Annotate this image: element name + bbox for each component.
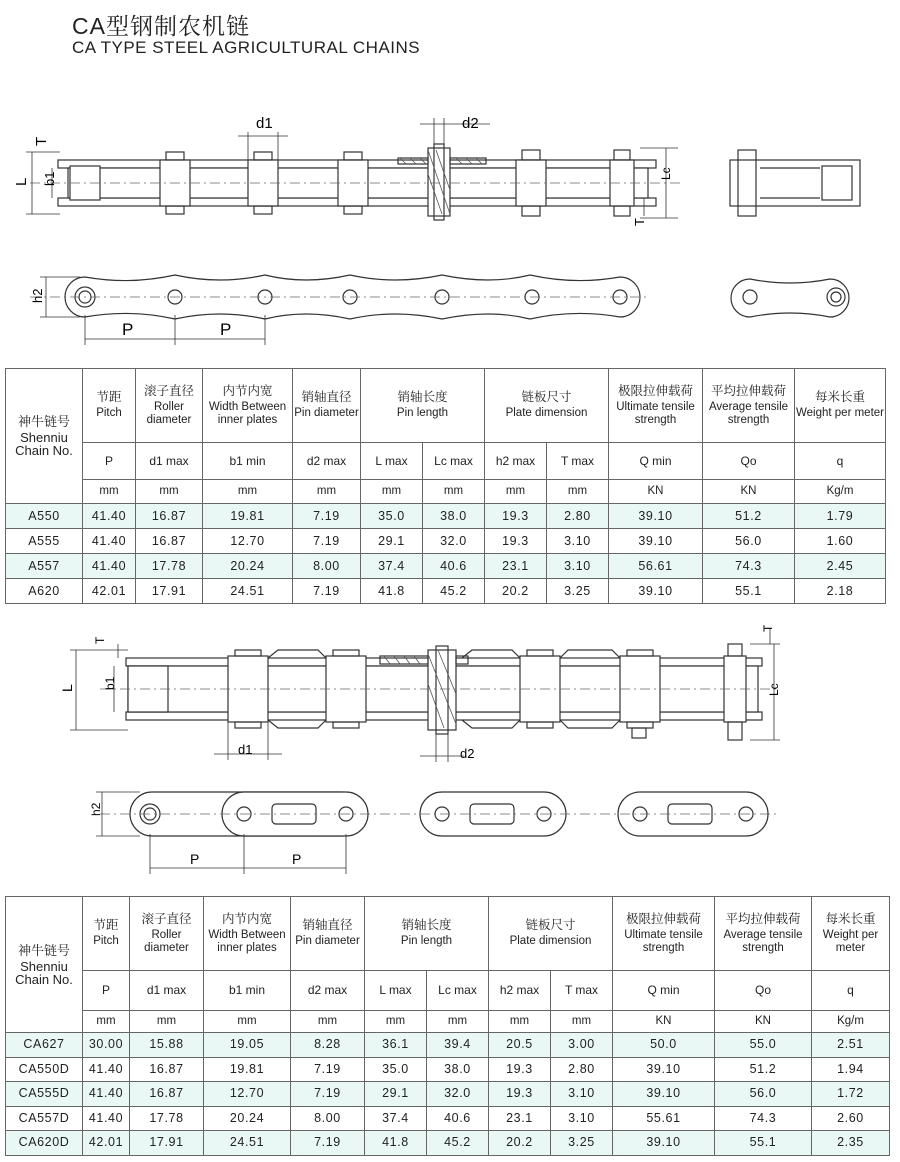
dim-label-b1: b1	[42, 171, 57, 186]
table-cell: 41.40	[83, 1082, 130, 1107]
table-cell: 51.2	[703, 504, 795, 529]
table-cell: 29.1	[361, 529, 423, 554]
table-cell: 3.10	[547, 554, 609, 579]
table-cell: 19.3	[489, 1082, 551, 1107]
table-cell: 3.25	[547, 579, 609, 604]
table-cell: 38.0	[427, 1057, 489, 1082]
dim-label-P-2: P	[220, 320, 232, 339]
table-cell: 74.3	[703, 554, 795, 579]
table1-body	[6, 504, 886, 604]
dim-label-T-4: T	[761, 624, 775, 632]
table-cell: 3.25	[551, 1131, 613, 1156]
table-cell: 42.01	[83, 1131, 130, 1156]
table-row	[6, 529, 886, 554]
dim-label-P-4: P	[292, 851, 302, 867]
dim-label-T-2: T	[632, 218, 647, 226]
chain-no-cell: CA620D	[6, 1131, 83, 1156]
table-cell: 3.10	[551, 1082, 613, 1107]
col-header-plate: 链板尺寸 Plate dimension	[485, 369, 609, 443]
ca-chain-drawing-side-view	[0, 782, 900, 880]
table-cell: 2.35	[812, 1131, 890, 1156]
table-cell: 20.24	[204, 1106, 291, 1131]
table-row	[6, 554, 886, 579]
table-cell: 40.6	[423, 554, 485, 579]
col-header-ultimate: 极限拉伸载荷 Ultimate tensile strength	[609, 369, 703, 443]
table-cell: 19.3	[489, 1057, 551, 1082]
table-cell: 39.10	[609, 504, 703, 529]
dim-label-T: T	[33, 136, 50, 146]
table-cell: 56.0	[703, 529, 795, 554]
table-cell: 1.72	[812, 1082, 890, 1107]
dim-label-d1: d1	[256, 115, 273, 132]
spec-table-ca-series: 神牛链号 Shenniu Chain No. 节距 Pitch 滚子直径 Roller diameter 内节内宽 Width Between inner plates 销轴直径 Pin diameter 销轴长度 Pin length 链板尺寸 Plate dimension 极限拉伸载荷 Ultimate tensile strength 平均拉伸载荷 Average tensile strength 每米长重 Weight per meter P d1 max b1 min d2 max L max Lc max h2 max T max Q min Qo q mm mm mm mm mm mm mm mm KN KN Kg/m CA627 30.00 15.88 19.05 8.28 36.1 39.4 20.5 3.00 50.0 55.0 2.51 CA550D 41.40 16.87 19.81 7.19 35.0 38.0 19.3 2.80 39.10 51.2 1.94 CA555D 41.40 16.87 12.70 7.19 29.1 32.0 19.3 3.10 39.10 56.0 1.72 CA557D 41.40 17.78 20.24 8.00 37.4 40.6 23.1 3.10 55.61 74.3 2.60 CA620D 42.01 17.91 24.51 7.19 41.8 45.2 20.2 3.25 39.10 55.1 2.35	[5, 896, 890, 1156]
table-cell: 41.40	[83, 529, 136, 554]
table-row	[6, 1057, 890, 1082]
dim-label-h2-2: h2	[89, 802, 103, 816]
dim-label-b1-2: b1	[103, 676, 117, 690]
table-cell: 35.0	[361, 504, 423, 529]
table-cell: 12.70	[203, 529, 293, 554]
table-cell: 41.40	[83, 1106, 130, 1131]
table-cell: 55.61	[613, 1106, 715, 1131]
table-cell: 37.4	[365, 1106, 427, 1131]
table-cell: 32.0	[423, 529, 485, 554]
table-cell: 36.1	[365, 1033, 427, 1058]
table-cell: 24.51	[204, 1131, 291, 1156]
table-cell: 35.0	[365, 1057, 427, 1082]
col-header-pin-diameter-2: 销轴直径 Pin diameter	[291, 897, 365, 971]
table-cell: 2.18	[795, 579, 886, 604]
chain-no-cell: A557	[6, 554, 83, 579]
table-cell: 17.91	[130, 1131, 204, 1156]
table-cell: 8.00	[293, 554, 361, 579]
table-cell: 41.8	[361, 579, 423, 604]
col-header-weight-2: 每米长重 Weight per meter	[812, 897, 890, 971]
table-cell: 2.80	[547, 504, 609, 529]
table-cell: 41.40	[83, 554, 136, 579]
table-cell: 19.3	[485, 504, 547, 529]
table-row	[6, 1106, 890, 1131]
col-header-width-2: 内节内宽 Width Between inner plates	[204, 897, 291, 971]
table-cell: 1.60	[795, 529, 886, 554]
col-header-pitch: 节距 Pitch	[83, 369, 136, 443]
col-header-pin-diameter: 销轴直径 Pin diameter	[293, 369, 361, 443]
table-cell: 20.2	[485, 579, 547, 604]
table-cell: 7.19	[291, 1057, 365, 1082]
table-cell: 55.0	[715, 1033, 812, 1058]
table-cell: 7.19	[293, 504, 361, 529]
col-header-pin-length: 销轴长度 Pin length	[361, 369, 485, 443]
col-header-weight: 每米长重 Weight per meter	[795, 369, 886, 443]
col-header-pin-length-2: 销轴长度 Pin length	[365, 897, 489, 971]
table-cell: 39.10	[613, 1057, 715, 1082]
table-cell: 29.1	[365, 1082, 427, 1107]
table-cell: 45.2	[427, 1131, 489, 1156]
table-cell: 7.19	[291, 1131, 365, 1156]
table-cell: 38.0	[423, 504, 485, 529]
col-header-ultimate-2: 极限拉伸载荷 Ultimate tensile strength	[613, 897, 715, 971]
table-cell: 16.87	[130, 1082, 204, 1107]
table-cell: 3.10	[551, 1106, 613, 1131]
table-cell: 39.10	[613, 1131, 715, 1156]
table2-body	[6, 1033, 890, 1156]
table-cell: 2.80	[551, 1057, 613, 1082]
dim-label-P-1: P	[122, 320, 134, 339]
table-cell: 1.79	[795, 504, 886, 529]
dim-label-d1-2: d1	[238, 742, 253, 757]
table-row	[6, 579, 886, 604]
table-row	[6, 504, 886, 529]
table-cell: 39.4	[427, 1033, 489, 1058]
col-header-average-2: 平均拉伸载荷 Average tensile strength	[715, 897, 812, 971]
table-cell: 32.0	[427, 1082, 489, 1107]
table-cell: 2.51	[812, 1033, 890, 1058]
dim-label-P-3: P	[190, 851, 200, 867]
col-header-roller-2: 滚子直径 Roller diameter	[130, 897, 204, 971]
table-cell: 15.88	[130, 1033, 204, 1058]
table-cell: 74.3	[715, 1106, 812, 1131]
chain-no-cell: A620	[6, 579, 83, 604]
table-cell: 12.70	[204, 1082, 291, 1107]
dim-label-L-2: L	[59, 684, 75, 692]
col-header-pitch-2: 节距 Pitch	[83, 897, 130, 971]
table-row	[6, 1131, 890, 1156]
table-cell: 56.61	[609, 554, 703, 579]
table-cell: 3.00	[551, 1033, 613, 1058]
table-cell: 39.10	[609, 529, 703, 554]
table-cell: 20.2	[489, 1131, 551, 1156]
table-cell: 16.87	[136, 529, 203, 554]
table-cell: 1.94	[812, 1057, 890, 1082]
col-header-plate-2: 链板尺寸 Plate dimension	[489, 897, 613, 971]
table-cell: 16.87	[130, 1057, 204, 1082]
chain-no-cell: A555	[6, 529, 83, 554]
table-cell: 8.00	[291, 1106, 365, 1131]
dim-label-Lc-2: Lc	[767, 683, 781, 696]
chain-no-cell: CA557D	[6, 1106, 83, 1131]
table-cell: 56.0	[715, 1082, 812, 1107]
chain-no-cell: CA555D	[6, 1082, 83, 1107]
col-header-roller: 滚子直径 Roller diameter	[136, 369, 203, 443]
table-cell: 19.3	[485, 529, 547, 554]
table-cell: 17.78	[130, 1106, 204, 1131]
dim-label-d2-2: d2	[460, 746, 475, 761]
table-cell: 8.28	[291, 1033, 365, 1058]
table-cell: 7.19	[293, 579, 361, 604]
table-cell: 45.2	[423, 579, 485, 604]
dim-label-h2: h2	[30, 288, 45, 303]
table-cell: 51.2	[715, 1057, 812, 1082]
table-cell: 20.5	[489, 1033, 551, 1058]
table-cell: 2.60	[812, 1106, 890, 1131]
table-cell: 3.10	[547, 529, 609, 554]
table-cell: 39.10	[613, 1082, 715, 1107]
spec-table-a-series: 神牛链号 Shenniu Chain No. 节距 Pitch 滚子直径 Roller diameter 内节内宽 Width Between inner plates 销轴直径 Pin diameter 销轴长度 Pin length 链板尺寸 Plate dimension 极限拉伸载荷 Ultimate tensile strength 平均拉伸载荷 Average tensile strength 每米长重 Weight per meter P d1 max b1 min d2 max L max Lc max h2 max T max Q min Qo q mm mm mm mm mm mm mm mm KN KN Kg/m A550 41.40 16.87 19.81 7.19 35.0 38.0 19.3 2.80 39.10 51.2 1.79 A555 41.40 16.87 12.70 7.19 29.1 32.0 19.3 3.10 39.10 56.0 1.60 A557 41.40 17.78 20.24 8.00 37.4 40.6 23.1 3.10 56.61 74.3 2.45 A620 42.01 17.91 24.51 7.19 41.8 45.2 20.2 3.25 39.10 55.1 2.18	[5, 368, 886, 604]
dim-label-T-3: T	[93, 636, 107, 644]
table-cell: 55.1	[715, 1131, 812, 1156]
table-cell: 17.91	[136, 579, 203, 604]
table-cell: 7.19	[293, 529, 361, 554]
table-cell: 23.1	[485, 554, 547, 579]
dim-label-d2: d2	[462, 115, 479, 132]
col-header-chain-no: 神牛链号 Shenniu Chain No.	[6, 369, 83, 504]
table-cell: 2.45	[795, 554, 886, 579]
table-cell: 16.87	[136, 504, 203, 529]
table-cell: 7.19	[291, 1082, 365, 1107]
chain-no-cell: A550	[6, 504, 83, 529]
table-cell: 19.81	[204, 1057, 291, 1082]
chain-drawing-side-view	[0, 255, 900, 350]
table-cell: 19.05	[204, 1033, 291, 1058]
chain-drawing-top-view	[0, 110, 900, 230]
ca-chain-drawing-top-view	[0, 620, 900, 770]
table-cell: 41.40	[83, 1057, 130, 1082]
table-cell: 40.6	[427, 1106, 489, 1131]
page-title-en: CA TYPE STEEL AGRICULTURAL CHAINS	[72, 38, 421, 57]
chain-no-cell: CA550D	[6, 1057, 83, 1082]
table-cell: 17.78	[136, 554, 203, 579]
table-cell: 41.8	[365, 1131, 427, 1156]
table-cell: 41.40	[83, 504, 136, 529]
col-header-width: 内节内宽 Width Between inner plates	[203, 369, 293, 443]
table-cell: 19.81	[203, 504, 293, 529]
table-cell: 30.00	[83, 1033, 130, 1058]
dim-label-L: L	[13, 177, 30, 186]
table-row	[6, 1082, 890, 1107]
table-cell: 20.24	[203, 554, 293, 579]
table-cell: 23.1	[489, 1106, 551, 1131]
table-cell: 37.4	[361, 554, 423, 579]
table-cell: 24.51	[203, 579, 293, 604]
table-row	[6, 1033, 890, 1058]
col-header-average: 平均拉伸载荷 Average tensile strength	[703, 369, 795, 443]
table-cell: 50.0	[613, 1033, 715, 1058]
dim-label-Lc: Lc	[659, 167, 673, 180]
table-cell: 39.10	[609, 579, 703, 604]
col-header-chain-no-2: 神牛链号 Shenniu Chain No.	[6, 897, 83, 1033]
chain-no-cell: CA627	[6, 1033, 83, 1058]
table-cell: 55.1	[703, 579, 795, 604]
page-title-cn: CA型钢制农机链	[72, 13, 250, 39]
table-cell: 42.01	[83, 579, 136, 604]
